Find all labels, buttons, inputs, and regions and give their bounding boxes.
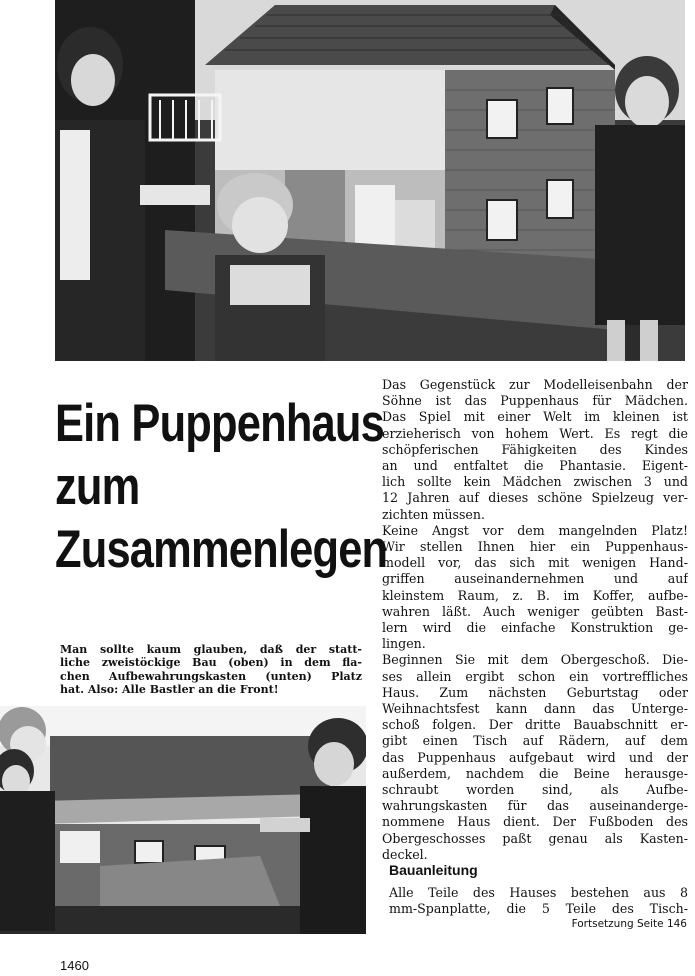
body-line: Alle Teile des Hauses bestehen aus 8 xyxy=(389,885,688,900)
body-line: deckel. xyxy=(382,846,428,862)
caption-line: liche zweistöckige Bau (oben) in dem fla- xyxy=(60,656,362,670)
body-line: lingen. xyxy=(382,636,426,652)
article-body xyxy=(382,377,688,863)
body-line: Keine Angst vor dem mangelnden Platz! xyxy=(382,522,688,538)
body-line: an und entfaltet die Phantasie. Eigent- xyxy=(382,458,688,474)
body-line: gibt einen Tisch auf Rädern, auf dem xyxy=(382,733,688,749)
caption-line: chen Aufbewahrungskasten (unten) Platz xyxy=(60,669,362,683)
body-line: außerdem, nachdem die Beine herausge- xyxy=(382,765,688,781)
body-line: Obergeschosses paßt genau als Kasten- xyxy=(382,830,688,846)
body-line: Das Spiel mit einer Welt im kleinen ist xyxy=(382,409,688,425)
body-line: modell vor, das sich mit wenigen Hand- xyxy=(382,555,688,571)
body-line: zichten müssen. xyxy=(382,506,486,522)
section-body xyxy=(389,885,688,917)
body-line: mm-Spanplatte, die 5 Teile des Tisch- xyxy=(389,901,688,917)
caption-line: hat. Also: Alle Bastler an die Front! xyxy=(60,682,279,696)
body-line: Das Gegenstück zur Modelleisenbahn der xyxy=(382,377,688,392)
body-line: griffen auseinandernehmen und auf xyxy=(382,571,688,587)
body-line: schoß folgen. Der dritte Bauabschnitt er- xyxy=(382,717,688,733)
caption-line: Man sollte kaum glauben, daß der statt- xyxy=(60,643,362,656)
body-line: Söhne ist das Puppenhaus für Mädchen. xyxy=(382,393,688,409)
headline-line-1: Ein Puppenhaus xyxy=(55,394,384,453)
section-heading: Bauanleitung xyxy=(389,862,478,878)
headline-line-3: Zusammenlegen xyxy=(55,520,388,579)
body-line: Beginnen Sie mit dem Obergeschoß. Die- xyxy=(382,652,688,668)
body-line: wahren läßt. Auch weniger geübten Bast- xyxy=(382,603,688,619)
body-line: lern wird die einfache Konstruktion ge- xyxy=(382,620,688,636)
body-line: das Puppenhaus aufgebaut wird und der xyxy=(382,749,688,765)
continuation-note: Fortsetzung Seite 146 xyxy=(571,918,687,930)
headline xyxy=(55,392,388,581)
body-line: 12 Jahren auf dieses schöne Spielzeug ver- xyxy=(382,490,688,506)
headline-line-2: zum xyxy=(55,457,140,516)
body-line: Wir stellen Ihnen hier ein Puppenhaus- xyxy=(382,539,688,555)
body-line: erzieherisch von hohem Wert. Es regt die xyxy=(382,425,688,441)
page-number: 1460 xyxy=(60,958,89,973)
body-line: ses allein ergibt schon ein vortreffliches xyxy=(382,668,688,684)
body-line: lich sollte kein Mädchen zwischen 3 und xyxy=(382,474,688,490)
body-line: nommene Haus dient. Der Fußboden des xyxy=(382,814,688,830)
dollhouse-photo xyxy=(55,0,685,361)
body-line: kleinstem Raum, z. B. im Koffer, aufbe- xyxy=(382,587,688,603)
body-line: Haus. Zum nächsten Geburtstag oder xyxy=(382,684,688,700)
body-line: schöpferischen Fähigkeiten des Kindes xyxy=(382,441,688,457)
photo-caption xyxy=(60,643,362,696)
body-line: schraubt worden sind, als Aufbe- xyxy=(382,782,688,798)
storage-box-photo xyxy=(0,706,366,934)
body-line: Weihnachtsfest kann dann das Unterge- xyxy=(382,701,688,717)
body-line: wahrungskasten für das auseinanderge- xyxy=(382,798,688,814)
